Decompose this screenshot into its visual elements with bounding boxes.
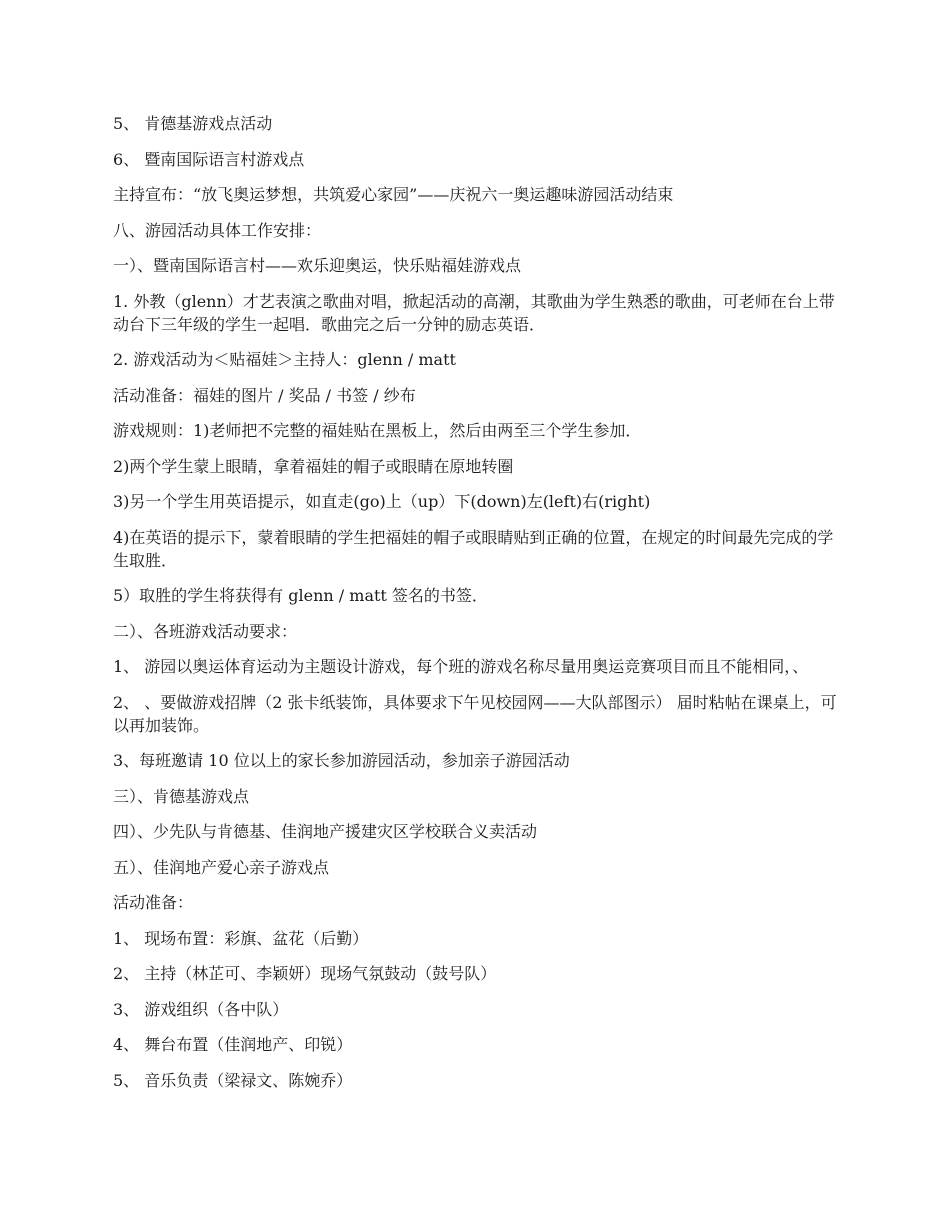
subsection-heading-2: 二）、各班游戏活动要求： <box>113 621 298 641</box>
rule-5: 5）取胜的学生将获得有 glenn / matt 签名的书签． <box>113 586 488 605</box>
rule-2: 2)两个学生蒙上眼睛，拿着福娃的帽子或眼睛在原地转圈 <box>113 456 514 476</box>
paragraph-game-host: 2. 游戏活动为＜贴福娃＞主持人：glenn / matt <box>113 350 456 369</box>
preparation-heading: 活动准备： <box>113 893 194 912</box>
class-requirement-3: 3、每班邀请 10 位以上的家长参加游园活动，参加亲子游园活动 <box>113 751 570 770</box>
preparation-item-5: 5、 音乐负责（梁禄文、陈婉乔） <box>113 1070 353 1090</box>
section-heading-arrangement: 八、游园活动具体工作安排： <box>113 220 322 240</box>
preparation-item-2: 2、 主持（林芷可、李颖妍）现场气氛鼓动（鼓号队） <box>113 964 497 983</box>
class-requirement-1: 1、 游园以奥运体育运动为主题设计游戏，每个班的游戏名称尽量用奥运竞赛项目而且不能相同，、 <box>113 657 809 676</box>
rule-1: 游戏规则：1)老师把不完整的福娃贴在黑板上，然后由两至三个学生参加． <box>113 421 642 440</box>
host-announcement: 主持宣布：“放飞奥运梦想，共筑爱心家园”——庆祝六一奥运趣味游园活动结束 <box>113 185 674 204</box>
subsection-heading-3: 三）、肯德基游戏点 <box>113 786 250 806</box>
subsection-heading-4: 四）、少先队与肯德基、佳润地产援建灾区学校联合义卖活动 <box>113 822 538 841</box>
paragraph-teacher-performance: 1. 外教（glenn）才艺表演之歌曲对唱，掀起活动的高潮，其歌曲为学生熟悉的歌曲，可老师在台上带动台下三年级的学生一起唱．歌曲完之后一分钟的励志英语． <box>113 291 835 334</box>
item-language-village: 6、 暨南国际语言村游戏点 <box>113 149 305 169</box>
preparation-item-4: 4、 舞台布置（佳润地产、印锐） <box>113 1035 353 1054</box>
subsection-heading-5: 五）、佳润地产爱心亲子游戏点 <box>113 857 330 877</box>
subsection-heading-1: 一）、暨南国际语言村——欢乐迎奥运，快乐贴福娃游戏点 <box>113 256 522 275</box>
preparation-item-3: 3、 游戏组织（各中队） <box>113 999 289 1019</box>
paragraph-preparation: 活动准备：福娃的图片 / 奖品 / 书签 / 纱布 <box>113 385 416 405</box>
class-requirement-2: 2、 、要做游戏招牌（2 张卡纸装饰，具体要求下午见校园网——大队部图示） 届时粘帖在课桌上，可以再加装饰。 <box>113 692 837 735</box>
document-page <box>113 112 841 1104</box>
rule-3: 3)另一个学生用英语提示，如直走(go)上（up）下(down)左(left)右(right) <box>113 492 651 511</box>
item-kfc-activity: 5、 肯德基游戏点活动 <box>113 114 273 133</box>
preparation-item-1: 1、 现场布置：彩旗、盆花（后勤） <box>113 928 369 948</box>
rule-4: 4)在英语的提示下，蒙着眼睛的学生把福娃的帽子或眼睛贴到正确的位置，在规定的时间最先完成的学生取胜． <box>113 527 834 570</box>
